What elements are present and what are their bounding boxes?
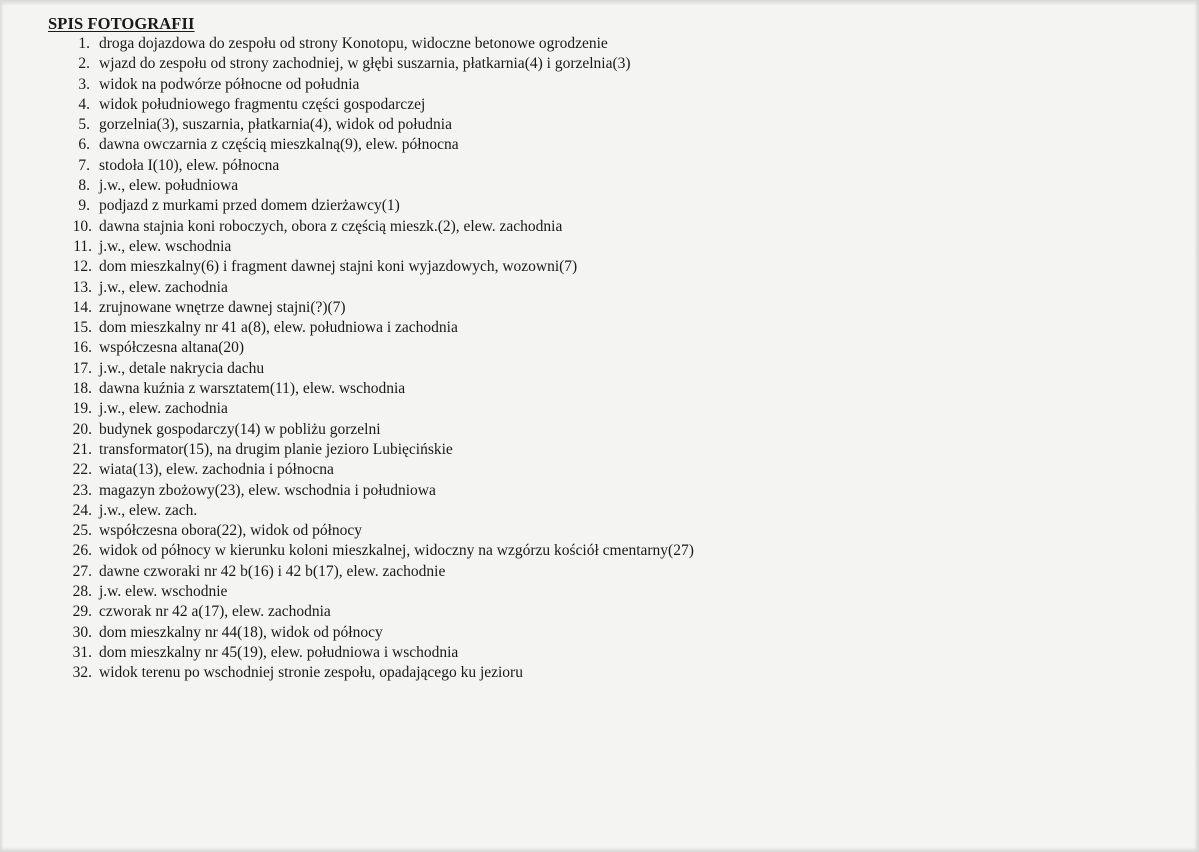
item-number: 18. [72, 380, 92, 398]
item-number: 11. [73, 237, 92, 255]
item-text: dawna kuźnia z warsztatem(11), elew. wschodnia [99, 380, 406, 398]
list-item [48, 420, 1148, 440]
item-text: j.w. elew. wschodnie [99, 583, 228, 601]
list-item [48, 75, 1148, 95]
page-edge-bottom [0, 847, 1199, 852]
list-item [48, 481, 1148, 501]
item-text: droga dojazdowa do zespołu od strony Konotopu, widoczne betonowe ogrodzenie [99, 35, 608, 52]
item-number: 5. [78, 116, 90, 134]
list-item [48, 379, 1148, 399]
item-text: podjazd z murkami przed domem dzierżawcy(1) [99, 197, 400, 215]
list-item [48, 582, 1148, 602]
list-item [48, 196, 1148, 216]
item-text: j.w., elew. zachodnia [99, 400, 228, 418]
item-text: j.w., detale nakrycia dachu [99, 359, 265, 377]
item-number: 15. [72, 319, 92, 337]
item-number: 1. [78, 35, 90, 52]
item-text: dom mieszkalny nr 44(18), widok od północy [99, 623, 383, 641]
item-text: wjazd do zespołu od strony zachodniej, w głębi suszarnia, płatkarnia(4) i gorzelnia(3) [99, 55, 631, 73]
item-number: 23. [72, 481, 92, 499]
list-item [48, 643, 1148, 663]
item-number: 22. [72, 461, 92, 479]
item-number: 8. [78, 177, 90, 195]
item-number: 25. [72, 522, 92, 540]
item-number: 6. [78, 136, 90, 154]
list-item [48, 54, 1148, 74]
item-number: 26. [72, 542, 92, 560]
item-text: budynek gospodarczy(14) w pobliżu gorzelni [99, 420, 381, 438]
item-text: współczesna altana(20) [99, 339, 245, 357]
item-text: widok od północy w kierunku koloni mieszkalnej, widoczny na wzgórzu kościół cmentarny(27) [99, 542, 694, 560]
item-text: dawna owczarnia z częścią mieszkalną(9), elew. północna [99, 136, 459, 154]
list-item [48, 359, 1148, 379]
list-item [48, 217, 1148, 237]
item-text: dom mieszkalny nr 45(19), elew. południowa i wschodnia [99, 643, 459, 661]
list-item [48, 602, 1148, 622]
item-text: dawne czworaki nr 42 b(16) i 42 b(17), elew. zachodnie [99, 562, 446, 580]
list-item [48, 663, 1148, 683]
list-item [48, 562, 1148, 582]
item-text: współczesna obora(22), widok od północy [99, 522, 363, 540]
page-edge-left [0, 0, 4, 852]
item-text: dom mieszkalny(6) i fragment dawnej stajni koni wyjazdowych, wozowni(7) [99, 258, 578, 276]
item-text: j.w., elew. południowa [99, 177, 239, 195]
list-item [48, 399, 1148, 419]
list-item [48, 237, 1148, 257]
list-item [48, 34, 1148, 54]
item-text: j.w., elew. wschodnia [99, 237, 232, 255]
list-item [48, 176, 1148, 196]
item-text: dom mieszkalny nr 41 a(8), elew. południowa i zachodnia [99, 319, 458, 337]
item-number: 9. [78, 197, 90, 215]
item-text: widok południowego fragmentu części gospodarczej [99, 95, 426, 113]
item-number: 30. [72, 623, 92, 641]
list-item [48, 460, 1148, 480]
item-number: 3. [78, 75, 90, 93]
item-number: 28. [72, 583, 92, 601]
list-item [48, 541, 1148, 561]
photo-list [48, 34, 1148, 684]
item-text: zrujnowane wnętrze dawnej stajni(?)(7) [99, 298, 346, 316]
list-item [48, 623, 1148, 643]
item-text: widok terenu po wschodniej stronie zespołu, opadającego ku jezioru [99, 664, 523, 682]
list-item [48, 318, 1148, 338]
list-item [48, 257, 1148, 277]
item-number: 12. [72, 258, 92, 276]
page-edge-right [1194, 0, 1199, 852]
item-text: czworak nr 42 a(17), elew. zachodnia [99, 603, 331, 621]
item-number: 24. [72, 501, 92, 519]
document-title: SPIS FOTOGRAFII [48, 14, 195, 33]
item-number: 7. [78, 156, 90, 174]
item-number: 14. [72, 298, 92, 316]
item-text: wiata(13), elew. zachodnia i północna [99, 461, 334, 479]
list-item [48, 501, 1148, 521]
item-text: j.w., elew. zachodnia [99, 278, 228, 296]
item-number: 29. [72, 603, 92, 621]
item-text: magazyn zbożowy(23), elew. wschodnia i południowa [99, 481, 436, 499]
item-number: 16. [72, 339, 92, 357]
item-text: dawna stajnia koni roboczych, obora z częścią mieszk.(2), elew. zachodnia [99, 217, 563, 235]
item-text: widok na podwórze północne od południa [99, 75, 360, 93]
item-number: 10. [72, 217, 92, 235]
item-text: gorzelnia(3), suszarnia, płatkarnia(4), widok od południa [99, 116, 452, 134]
list-item [48, 135, 1148, 155]
list-item [48, 95, 1148, 115]
list-item [48, 156, 1148, 176]
list-item [48, 338, 1148, 358]
page-edge-top [0, 0, 1199, 6]
item-number: 19. [72, 400, 92, 418]
document-page [48, 14, 1148, 684]
list-item [48, 115, 1148, 135]
item-number: 2. [78, 55, 90, 73]
list-item [48, 298, 1148, 318]
item-number: 13. [72, 278, 92, 296]
list-item [48, 440, 1148, 460]
item-number: 21. [72, 440, 92, 458]
list-item [48, 521, 1148, 541]
item-number: 27. [72, 562, 92, 580]
item-text: stodoła I(10), elew. północna [99, 156, 280, 174]
item-number: 31. [72, 643, 92, 661]
item-text: transformator(15), na drugim planie jezioro Lubięcińskie [99, 440, 453, 458]
item-number: 32. [72, 664, 92, 682]
item-text: j.w., elew. zach. [99, 501, 198, 519]
list-item [48, 278, 1148, 298]
item-number: 17. [72, 359, 92, 377]
item-number: 20. [72, 420, 92, 438]
item-number: 4. [78, 95, 90, 113]
